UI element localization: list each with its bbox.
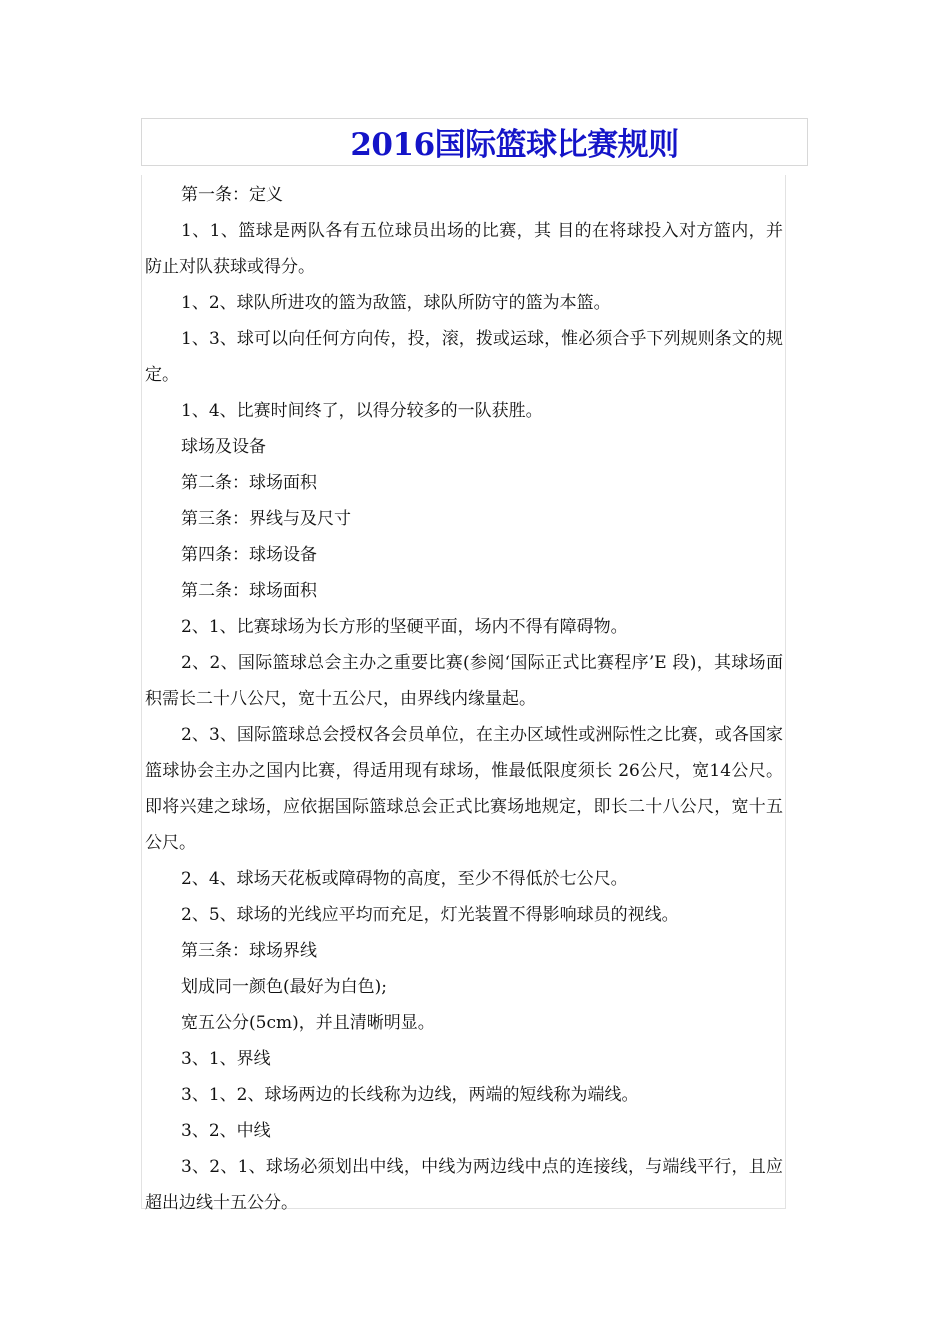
paragraph: 2、4、球场天花板或障碍物的高度，至少不得低於七公尺。 [181, 869, 628, 889]
paragraph: 2、3、国际篮球总会授权各会员单位，在主办区域性或洲际性之比赛，或各国家篮球协会主办之国内比赛，得适用现有球场，惟最低限度须长 26公尺，宽14公尺。即将兴建之球场，应依据国际篮球总会正式比赛场地规定，即长二十八公尺，宽十五公尺。 [145, 725, 783, 853]
paragraph: 2、2、国际篮球总会主办之重要比赛(参阅‘国际正式比赛程序’E 段)，其球场面积需长二十八公尺，宽十五公尺，由界线内缘量起。 [145, 653, 783, 709]
paragraph: 3、2、1、球场必须划出中线，中线为两边线中点的连接线，与端线平行，且应超出边线十五公分。 [145, 1157, 783, 1213]
paragraph: 划成同一颜色(最好为白色); [181, 977, 387, 997]
paragraph: 2、5、球场的光线应平均而充足，灯光装置不得影响球员的视线。 [181, 905, 679, 925]
paragraph: 3、1、界线 [181, 1049, 271, 1069]
paragraph: 1、1、篮球是两队各有五位球员出场的比赛，其 目的在将球投入对方篮内，并防止对队获球或得分。 [145, 221, 783, 277]
paragraph: 2、1、比赛球场为长方形的坚硬平面，场内不得有障碍物。 [181, 617, 628, 637]
paragraph: 3、2、中线 [181, 1121, 271, 1141]
paragraph: 1、4、比赛时间终了，以得分较多的一队获胜。 [181, 401, 543, 421]
paragraph: 第二条：球场面积 [181, 473, 317, 493]
paragraph: 1、2、球队所进攻的篮为敌篮，球队所防守的篮为本篮。 [181, 293, 611, 313]
section-heading: 球场及设备 [181, 437, 266, 457]
document-body [141, 175, 786, 1213]
document-title: 2016国际篮球比赛规则 [350, 127, 679, 163]
paragraph: 宽五公分(5cm)，并且清晰明显。 [181, 1013, 435, 1033]
paragraph: 1、3、球可以向任何方向传，投，滚，拨或运球，惟必须合乎下列规则条文的规定。 [145, 329, 783, 385]
paragraph: 3、1、2、球场两边的长线称为边线，两端的短线称为端线。 [181, 1085, 639, 1105]
paragraph: 第三条：界线与及尺寸 [181, 509, 351, 529]
title-box [141, 118, 808, 166]
paragraph: 第四条：球场设备 [181, 545, 317, 565]
paragraph: 第一条：定义 [181, 185, 283, 205]
paragraph: 第三条：球场界线 [181, 941, 317, 961]
paragraph: 第二条：球场面积 [181, 581, 317, 601]
